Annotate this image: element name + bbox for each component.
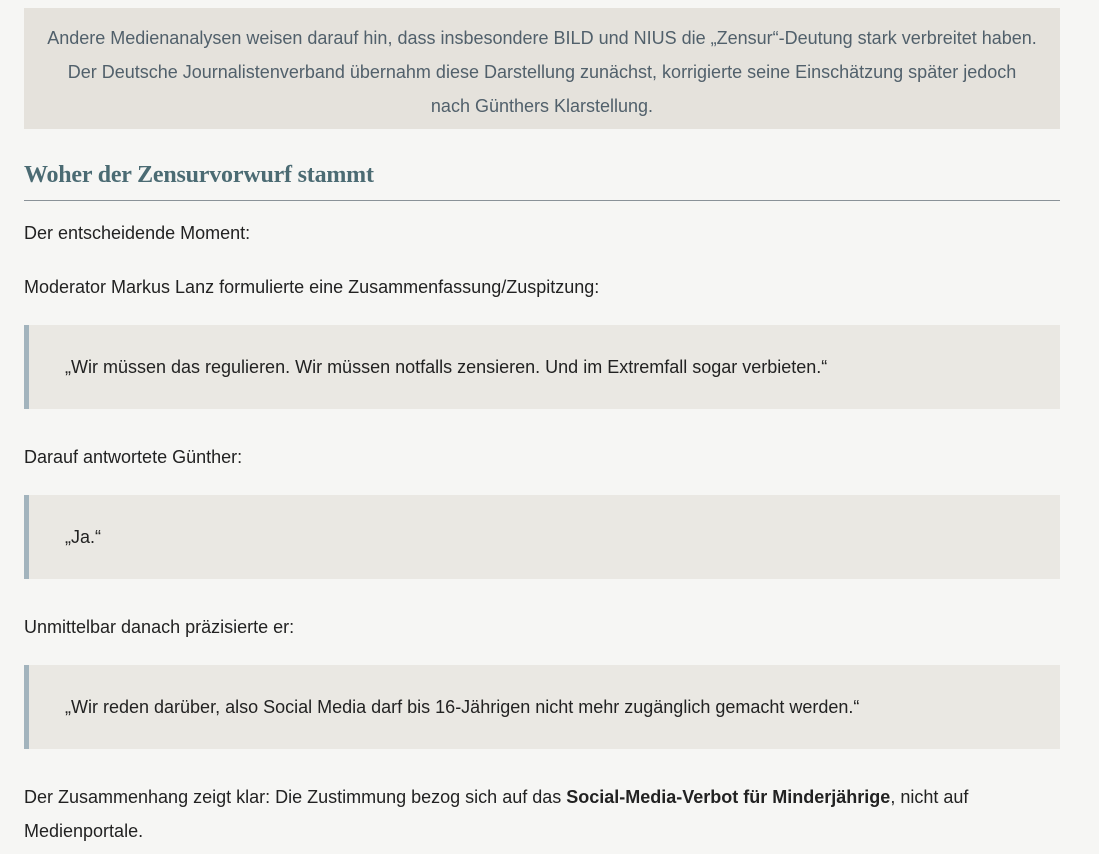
quote-text: „Ja.“ [65,526,101,547]
intro-paragraph: Der entscheidende Moment: [24,223,251,243]
conclusion-text-before: Der Zusammenhang zeigt klar: Die Zustimmung bezog sich auf das [24,787,567,807]
blockquote-lanz [24,325,1060,409]
moderator-paragraph: Moderator Markus Lanz formulierte eine Zusammenfassung/Zuspitzung: [24,277,600,297]
conclusion-paragraph [24,780,1060,848]
quote-text: „Wir müssen das regulieren. Wir müssen notfalls zensieren. Und im Extremfall sogar verbieten.“ [65,356,828,377]
blockquote-guenther-reply [24,495,1060,579]
clarify-paragraph: Unmittelbar danach präzisierte er: [24,617,295,637]
blockquote-guenther-clarification [24,665,1060,749]
reply-paragraph: Darauf antwortete Günther: [24,447,243,467]
conclusion-emphasis: Social-Media-Verbot für Minderjährige [566,787,891,807]
section-heading: Woher der Zensurvorwurf stammt [24,162,374,188]
heading-divider [24,200,1060,201]
quote-text: „Wir reden darüber, also Social Media darf bis 16-Jährigen nicht mehr zugänglich gemacht werden.“ [65,696,860,717]
info-box [24,8,1060,129]
conclusion-text-after: , nicht auf Medienportale. [24,787,969,841]
info-box-text: Andere Medienanalysen weisen darauf hin, dass insbesondere BILD und NIUS die „Zensur“-Deutung stark verbreitet haben. Der Deutsche Journalistenverband übernahm diese Darstellung zunächst, korrigierte seine Einschätzung später jedoch nach Günthers Klarstellung. [47,28,1037,116]
